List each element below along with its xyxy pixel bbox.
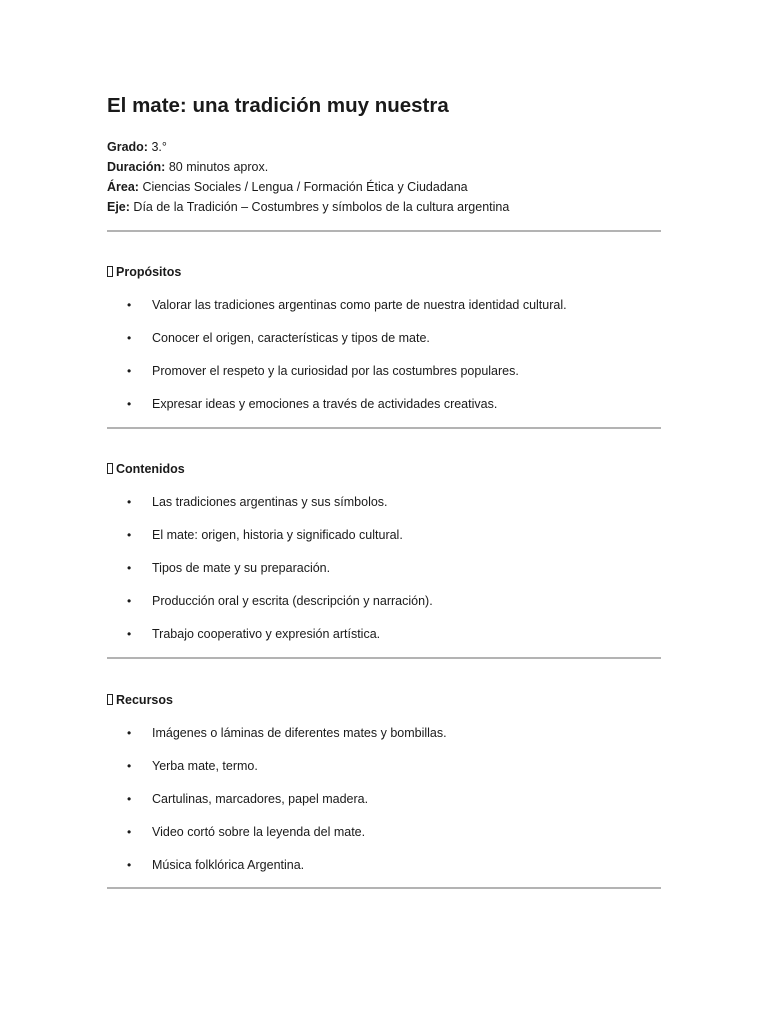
list-item (0, 296, 768, 329)
meta-label: Eje: (107, 200, 130, 214)
list-item (0, 724, 768, 757)
bullet-icon: • (127, 858, 132, 872)
list-item-text: Yerba mate, termo. (152, 759, 258, 773)
bullet-icon: • (127, 594, 132, 608)
meta-block (107, 137, 509, 217)
list-item (0, 790, 768, 823)
bullet-icon: • (127, 759, 132, 773)
list-item-text: Imágenes o láminas de diferentes mates y bombillas. (152, 726, 447, 740)
section-list-recursos (0, 724, 768, 889)
meta-label: Área: (107, 180, 139, 194)
missing-glyph-icon (107, 694, 113, 705)
list-item (0, 526, 768, 559)
meta-label: Duración: (107, 160, 166, 174)
divider (107, 887, 661, 889)
list-item-text: Expresar ideas y emociones a través de actividades creativas. (152, 397, 498, 411)
meta-label: Grado: (107, 140, 148, 154)
divider (107, 657, 661, 659)
list-item (0, 559, 768, 592)
divider (107, 230, 661, 232)
meta-value: 3.° (151, 140, 167, 154)
section-heading-label: Contenidos (116, 462, 185, 476)
list-item-text: El mate: origen, historia y significado cultural. (152, 528, 403, 542)
list-item-text: Música folklórica Argentina. (152, 858, 305, 872)
section-list-propositos (0, 296, 768, 428)
document-title: El mate: una tradición muy nuestra (107, 94, 449, 117)
list-item (0, 757, 768, 790)
bullet-icon: • (127, 792, 132, 806)
list-item (0, 493, 768, 526)
meta-area (107, 177, 509, 197)
list-item (0, 823, 768, 856)
bullet-icon: • (127, 495, 132, 509)
meta-grado (107, 137, 509, 157)
list-item (0, 856, 768, 889)
meta-value: Día de la Tradición – Costumbres y símbolos de la cultura argentina (133, 200, 510, 214)
bullet-icon: • (127, 397, 132, 411)
meta-duracion (107, 157, 509, 177)
list-item-text: Valorar las tradiciones argentinas como parte de nuestra identidad cultural. (152, 298, 567, 312)
list-item-text: Video cortó sobre la leyenda del mate. (152, 825, 366, 839)
list-item-text: Promover el respeto y la curiosidad por las costumbres populares. (152, 364, 519, 378)
list-item (0, 625, 768, 658)
list-item (0, 362, 768, 395)
bullet-icon: • (127, 825, 132, 839)
list-item (0, 395, 768, 428)
list-item-text: Trabajo cooperativo y expresión artística. (152, 627, 381, 641)
divider (107, 427, 661, 429)
meta-value: 80 minutos aprox. (168, 160, 269, 174)
list-item-text: Conocer el origen, características y tipos de mate. (152, 331, 430, 345)
bullet-icon: • (127, 298, 132, 312)
section-heading-propositos (107, 263, 181, 281)
section-heading-label: Propósitos (116, 265, 182, 279)
bullet-icon: • (127, 331, 132, 345)
meta-eje (107, 197, 509, 217)
bullet-icon: • (127, 726, 132, 740)
bullet-icon: • (127, 627, 132, 641)
list-item-text: Cartulinas, marcadores, papel madera. (152, 792, 369, 806)
bullet-icon: • (127, 528, 132, 542)
missing-glyph-icon (107, 266, 113, 277)
list-item (0, 329, 768, 362)
list-item-text: Tipos de mate y su preparación. (152, 561, 331, 575)
list-item (0, 592, 768, 625)
list-item-text: Las tradiciones argentinas y sus símbolos. (152, 495, 388, 509)
list-item-text: Producción oral y escrita (descripción y narración). (152, 594, 433, 608)
missing-glyph-icon (107, 463, 113, 474)
section-list-contenidos (0, 493, 768, 658)
section-heading-label: Recursos (116, 693, 173, 707)
section-heading-contenidos (107, 460, 185, 478)
bullet-icon: • (127, 561, 132, 575)
section-heading-recursos (107, 691, 173, 709)
meta-value: Ciencias Sociales / Lengua / Formación Ética y Ciudadana (142, 180, 468, 194)
bullet-icon: • (127, 364, 132, 378)
